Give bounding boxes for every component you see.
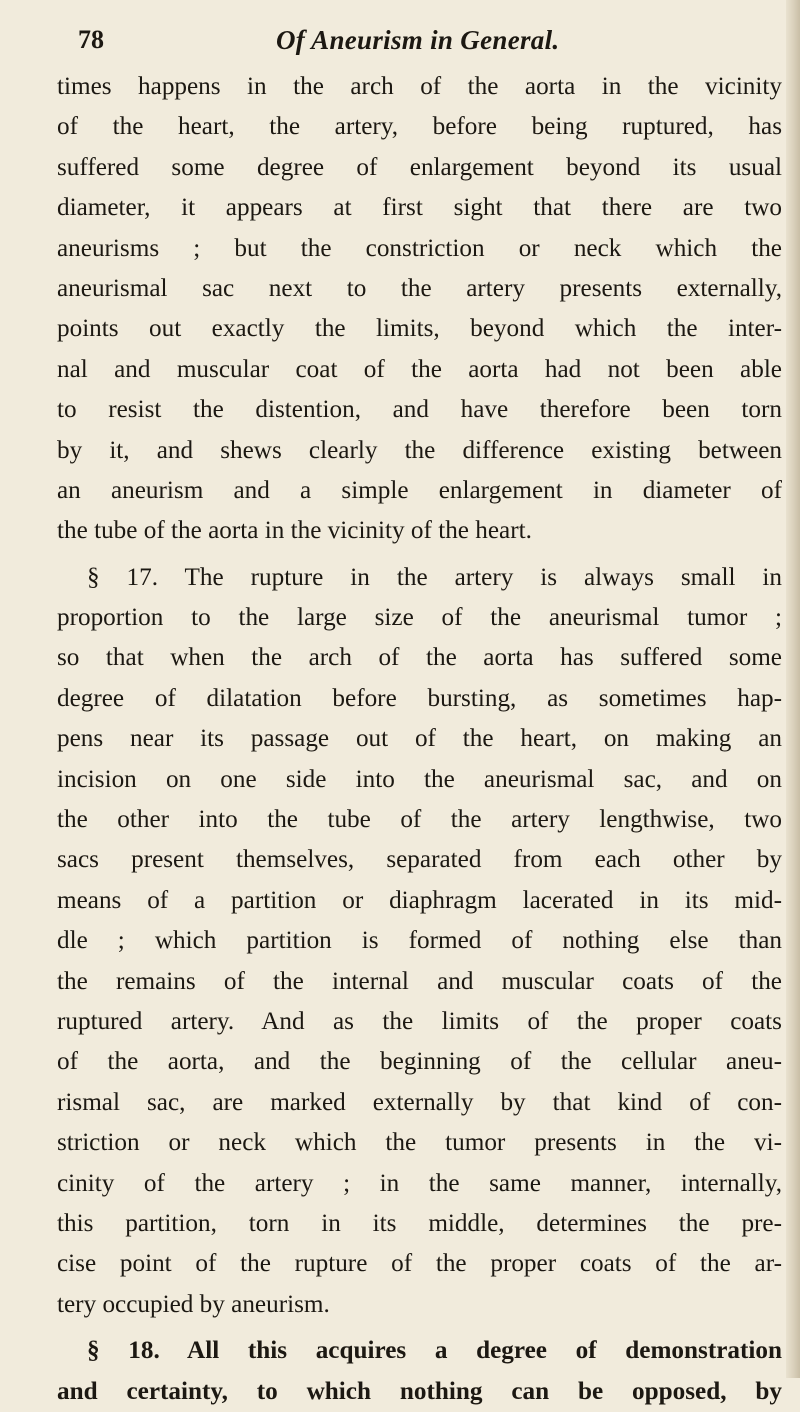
text-line: means of a partition or diaphragm lacerated in its mid- [57,886,782,914]
text-line: of the aorta, and the beginning of the cellular aneu- [57,1048,782,1076]
text-line: so that when the arch of the aorta has suffered some [57,644,782,672]
text-line: cinity of the artery ; in the same manner, internally, [57,1169,782,1197]
text-line: tery occupied by aneurism. [57,1290,330,1318]
text-line: aneurismal sac next to the artery presents externally, [57,274,782,302]
text-line: suffered some degree of enlargement beyond its usual [57,153,782,181]
text-line: an aneurism and a simple enlargement in diameter of [57,476,782,504]
text-line: of the heart, the artery, before being ruptured, has [57,113,782,141]
text-line: § 17. The rupture in the artery is always small in [87,563,782,591]
text-line: dle ; which partition is formed of nothing else than [57,927,782,955]
paragraph-section-17 [57,558,782,1325]
text-line: aneurisms ; but the constriction or neck which the [57,234,782,262]
text-line: proportion to the large size of the aneurismal tumor ; [57,604,782,632]
text-line: and certainty, to which nothing can be opposed, by [57,1377,782,1405]
running-head: Of Aneurism in General. [276,25,560,55]
text-line: the other into the tube of the artery lengthwise, two [57,806,782,834]
text-line: degree of dilatation before bursting, as sometimes hap- [57,684,782,712]
text-line: pens near its passage out of the heart, on making an [57,725,782,753]
text-line: by it, and shews clearly the difference existing between [57,436,782,464]
text-line: nal and muscular coat of the aorta had not been able [57,355,782,383]
text-line: rismal sac, are marked externally by that kind of con- [57,1088,782,1116]
text-line: striction or neck which the tumor presents in the vi- [57,1129,782,1157]
paragraph-continued [57,67,782,552]
text-line: points out exactly the limits, beyond which the inter- [57,315,782,343]
paragraph-section-18 [57,1331,782,1412]
text-line: the tube of the aorta in the vicinity of the heart. [57,517,532,545]
body-text [57,67,782,1412]
text-line: ruptured artery. And as the limits of the proper coats [57,1007,782,1035]
text-line: cise point of the rupture of the proper coats of the ar- [57,1250,782,1278]
page-header [78,20,798,60]
page-number: 78 [78,25,104,54]
text-line: incision on one side into the aneurismal sac, and on [57,765,782,793]
text-line: § 18. All this acquires a degree of demonstration [87,1337,782,1365]
text-line: diameter, it appears at first sight that there are two [57,194,782,222]
text-line: to resist the distention, and have therefore been torn [57,396,782,424]
page-edge-shadow [786,0,800,1378]
text-line: this partition, torn in its middle, determines the pre- [57,1209,782,1237]
text-line: times happens in the arch of the aorta in the vicinity [57,73,782,100]
text-line: the remains of the internal and muscular coats of the [57,967,782,995]
text-line: sacs present themselves, separated from each other by [57,846,782,874]
